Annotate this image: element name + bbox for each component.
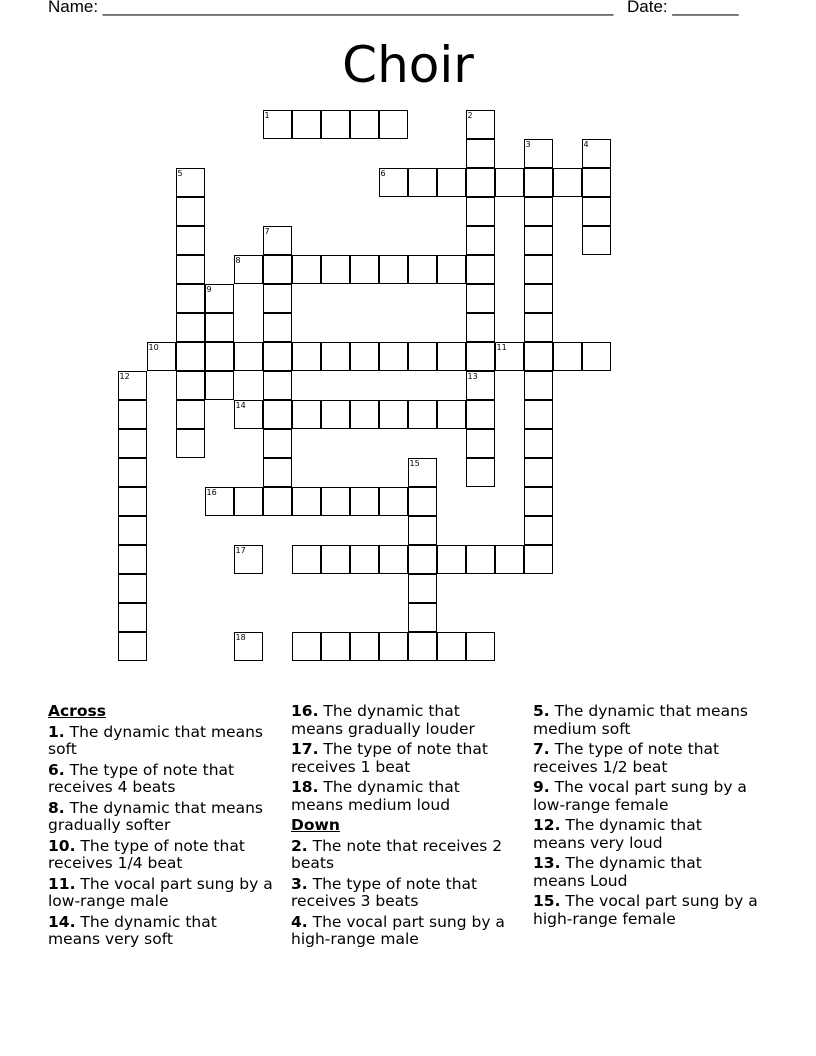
clue-number: 5 xyxy=(177,169,183,178)
grid-cell[interactable] xyxy=(466,342,495,371)
down-clue xyxy=(533,741,758,776)
grid-cell[interactable] xyxy=(234,255,263,284)
grid-cell[interactable] xyxy=(524,342,553,371)
grid-cell[interactable] xyxy=(582,226,611,255)
grid-cell[interactable] xyxy=(495,545,524,574)
grid-cell[interactable] xyxy=(408,255,437,284)
grid-cell[interactable] xyxy=(437,545,466,574)
clue-number: 3 xyxy=(525,140,531,149)
clue-num: 6. xyxy=(48,760,65,779)
grid-cell[interactable] xyxy=(176,284,205,313)
grid-cell[interactable] xyxy=(408,458,437,487)
grid-cell[interactable] xyxy=(234,342,263,371)
across-clue xyxy=(48,762,273,797)
across-clue xyxy=(291,741,516,776)
grid-cell[interactable] xyxy=(176,371,205,400)
grid-cell[interactable] xyxy=(466,429,495,458)
grid-cell[interactable] xyxy=(263,110,292,139)
grid-cell[interactable] xyxy=(524,429,553,458)
grid-cell[interactable] xyxy=(466,400,495,429)
down-clue xyxy=(533,893,758,928)
down-clue xyxy=(533,817,758,852)
grid-cell[interactable] xyxy=(350,545,379,574)
down-clue xyxy=(533,855,758,890)
grid-cell[interactable] xyxy=(176,226,205,255)
grid-cell[interactable] xyxy=(524,371,553,400)
clue-number: 9 xyxy=(206,285,212,294)
clue-number: 2 xyxy=(467,111,473,120)
grid-cell[interactable] xyxy=(466,632,495,661)
grid-cell[interactable] xyxy=(176,197,205,226)
clue-text: The type of note that receives 3 beats xyxy=(291,874,478,910)
grid-cell[interactable] xyxy=(263,400,292,429)
clue-number: 1 xyxy=(264,111,270,120)
grid-cell[interactable] xyxy=(437,400,466,429)
grid-cell[interactable] xyxy=(321,487,350,516)
grid-cell[interactable] xyxy=(321,255,350,284)
clue-text: The dynamic that means medium loud xyxy=(291,778,460,814)
grid-cell[interactable] xyxy=(466,284,495,313)
grid-cell[interactable] xyxy=(524,487,553,516)
grid-cell[interactable] xyxy=(118,603,147,632)
clues-column-3 xyxy=(533,700,758,931)
clue-num: 15. xyxy=(533,892,561,910)
grid-cell[interactable] xyxy=(118,516,147,545)
grid-cell[interactable] xyxy=(234,545,263,574)
grid-cell[interactable] xyxy=(350,400,379,429)
grid-cell[interactable] xyxy=(553,168,582,197)
grid-cell[interactable] xyxy=(408,603,437,632)
down-heading: Down xyxy=(291,816,340,834)
grid-cell[interactable] xyxy=(437,632,466,661)
clue-num: 8. xyxy=(48,798,65,817)
grid-cell[interactable] xyxy=(408,342,437,371)
grid-cell[interactable] xyxy=(379,342,408,371)
clue-number: 18 xyxy=(235,633,246,642)
grid-cell[interactable] xyxy=(524,313,553,342)
clue-text: The dynamic that means very loud xyxy=(533,816,702,852)
clue-text: The vocal part sung by a low-range male xyxy=(48,874,273,910)
grid-cell[interactable] xyxy=(495,342,524,371)
date-label: Date: xyxy=(627,0,673,16)
grid-cell[interactable] xyxy=(234,632,263,661)
grid-cell[interactable] xyxy=(176,342,205,371)
grid-cell[interactable] xyxy=(524,255,553,284)
across-clue xyxy=(48,800,273,835)
across-clue xyxy=(48,838,273,873)
name-label: Name: xyxy=(48,0,103,16)
grid-cell[interactable] xyxy=(379,110,408,139)
clues-column-1 xyxy=(48,700,273,952)
grid-cell[interactable] xyxy=(321,110,350,139)
puzzle-title: Choir xyxy=(342,36,474,94)
grid-cell[interactable] xyxy=(379,545,408,574)
clue-num: 2. xyxy=(291,836,308,855)
across-clue xyxy=(48,914,273,949)
grid-cell[interactable] xyxy=(118,545,147,574)
clue-num: 5. xyxy=(533,702,550,720)
clue-num: 1. xyxy=(48,722,65,741)
grid-cell[interactable] xyxy=(466,168,495,197)
grid-cell[interactable] xyxy=(118,632,147,661)
clue-number: 16 xyxy=(206,488,217,497)
grid-cell[interactable] xyxy=(437,168,466,197)
clue-text: The dynamic that means gradually softer xyxy=(48,798,263,834)
clue-number: 4 xyxy=(583,140,589,149)
clue-number: 8 xyxy=(235,256,241,265)
grid-cell[interactable] xyxy=(379,255,408,284)
grid-cell[interactable] xyxy=(292,255,321,284)
grid-cell[interactable] xyxy=(524,197,553,226)
grid-cell[interactable] xyxy=(582,342,611,371)
grid-cell[interactable] xyxy=(263,226,292,255)
grid-cell[interactable] xyxy=(466,226,495,255)
grid-cell[interactable] xyxy=(350,110,379,139)
grid-cell[interactable] xyxy=(205,342,234,371)
grid-cell[interactable] xyxy=(379,168,408,197)
grid-cell[interactable] xyxy=(292,632,321,661)
grid-cell[interactable] xyxy=(321,545,350,574)
grid-cell[interactable] xyxy=(205,313,234,342)
grid-cell[interactable] xyxy=(466,545,495,574)
clue-number: 14 xyxy=(235,401,246,410)
across-clue xyxy=(291,779,516,814)
clue-num: 17. xyxy=(291,740,319,758)
grid-cell[interactable] xyxy=(292,487,321,516)
grid-cell[interactable] xyxy=(263,284,292,313)
clue-num: 10. xyxy=(48,836,76,855)
grid-cell[interactable] xyxy=(350,632,379,661)
grid-cell[interactable] xyxy=(408,545,437,574)
clue-text: The type of note that receives 1/4 beat xyxy=(48,836,245,872)
down-clue xyxy=(291,838,516,873)
name-blank[interactable]: ______________________________________________________ xyxy=(102,0,614,16)
clue-num: 7. xyxy=(533,740,550,758)
grid-cell[interactable] xyxy=(176,400,205,429)
grid-cell[interactable] xyxy=(176,255,205,284)
clue-number: 6 xyxy=(380,169,386,178)
clue-num: 3. xyxy=(291,874,308,893)
grid-cell[interactable] xyxy=(408,400,437,429)
grid-cell[interactable] xyxy=(263,342,292,371)
grid-cell[interactable] xyxy=(466,139,495,168)
clue-number: 10 xyxy=(148,343,159,352)
grid-cell[interactable] xyxy=(321,400,350,429)
grid-cell[interactable] xyxy=(379,400,408,429)
clue-text: The type of note that receives 4 beats xyxy=(48,760,235,796)
clue-number: 11 xyxy=(496,343,507,352)
grid-cell[interactable] xyxy=(118,400,147,429)
grid-cell[interactable] xyxy=(524,545,553,574)
clue-num: 4. xyxy=(291,912,308,931)
grid-cell[interactable] xyxy=(263,313,292,342)
grid-cell[interactable] xyxy=(321,632,350,661)
grid-cell[interactable] xyxy=(466,313,495,342)
date-blank[interactable]: _______ xyxy=(672,0,739,16)
clue-text: The dynamic that means very soft xyxy=(48,912,217,948)
grid-cell[interactable] xyxy=(466,458,495,487)
grid-cell[interactable] xyxy=(350,255,379,284)
clue-text: The dynamic that means medium soft xyxy=(533,702,748,738)
clue-text: The vocal part sung by a high-range male xyxy=(291,912,505,948)
down-clue xyxy=(533,779,758,814)
grid-cell[interactable] xyxy=(524,516,553,545)
grid-cell[interactable] xyxy=(118,487,147,516)
clue-num: 13. xyxy=(533,854,561,872)
grid-cell[interactable] xyxy=(292,342,321,371)
grid-cell[interactable] xyxy=(408,632,437,661)
clues-column-2 xyxy=(291,700,516,952)
clue-text: The dynamic that means Loud xyxy=(533,854,702,890)
down-clue xyxy=(533,703,758,738)
grid-cell[interactable] xyxy=(292,110,321,139)
clue-number: 12 xyxy=(119,372,130,381)
grid-cell[interactable] xyxy=(553,342,582,371)
grid-cell[interactable] xyxy=(205,487,234,516)
clue-text: The dynamic that means soft xyxy=(48,722,263,758)
grid-cell[interactable] xyxy=(205,371,234,400)
grid-cell[interactable] xyxy=(408,168,437,197)
grid-cell[interactable] xyxy=(408,574,437,603)
clue-num: 18. xyxy=(291,778,319,796)
grid-cell[interactable] xyxy=(147,342,176,371)
across-clue xyxy=(48,724,273,759)
grid-cell[interactable] xyxy=(118,371,147,400)
clue-number: 13 xyxy=(467,372,478,381)
clue-num: 14. xyxy=(48,912,76,931)
clue-text: The note that receives 2 beats xyxy=(291,836,503,872)
grid-cell[interactable] xyxy=(263,458,292,487)
grid-cell[interactable] xyxy=(350,487,379,516)
clue-text: The vocal part sung by a high-range female xyxy=(533,892,758,928)
grid-cell[interactable] xyxy=(524,284,553,313)
clue-text: The vocal part sung by a low-range female xyxy=(533,778,747,814)
grid-cell[interactable] xyxy=(466,110,495,139)
clue-number: 17 xyxy=(235,546,246,555)
grid-cell[interactable] xyxy=(263,487,292,516)
grid-cell[interactable] xyxy=(379,632,408,661)
clue-text: The type of note that receives 1 beat xyxy=(291,740,488,776)
grid-cell[interactable] xyxy=(176,168,205,197)
clue-number: 7 xyxy=(264,227,270,236)
grid-cell[interactable] xyxy=(350,342,379,371)
grid-cell[interactable] xyxy=(466,197,495,226)
across-heading: Across xyxy=(48,702,106,720)
clue-num: 12. xyxy=(533,816,561,834)
across-clue xyxy=(291,703,516,738)
grid-cell[interactable] xyxy=(379,487,408,516)
grid-cell[interactable] xyxy=(292,400,321,429)
grid-cell[interactable] xyxy=(495,168,524,197)
grid-cell[interactable] xyxy=(118,574,147,603)
grid-cell[interactable] xyxy=(466,255,495,284)
grid-cell[interactable] xyxy=(118,458,147,487)
grid-cell[interactable] xyxy=(118,429,147,458)
clue-num: 11. xyxy=(48,874,76,893)
grid-cell[interactable] xyxy=(292,545,321,574)
grid-cell[interactable] xyxy=(524,139,553,168)
grid-cell[interactable] xyxy=(408,487,437,516)
grid-cell[interactable] xyxy=(205,284,234,313)
grid-cell[interactable] xyxy=(582,197,611,226)
grid-cell[interactable] xyxy=(263,429,292,458)
grid-cell[interactable] xyxy=(437,342,466,371)
grid-cell[interactable] xyxy=(321,342,350,371)
grid-cell[interactable] xyxy=(408,516,437,545)
down-clue xyxy=(291,876,516,911)
grid-cell[interactable] xyxy=(524,168,553,197)
grid-cell[interactable] xyxy=(263,371,292,400)
grid-cell[interactable] xyxy=(524,458,553,487)
grid-cell[interactable] xyxy=(176,313,205,342)
grid-cell[interactable] xyxy=(582,168,611,197)
grid-cell[interactable] xyxy=(582,139,611,168)
grid-cell[interactable] xyxy=(234,487,263,516)
clue-text: The dynamic that means gradually louder xyxy=(291,702,475,738)
clue-text: The type of note that receives 1/2 beat xyxy=(533,740,720,776)
grid-cell[interactable] xyxy=(524,400,553,429)
grid-cell[interactable] xyxy=(524,226,553,255)
clue-num: 9. xyxy=(533,778,550,796)
down-clue xyxy=(291,914,516,949)
grid-cell[interactable] xyxy=(466,371,495,400)
grid-cell[interactable] xyxy=(437,255,466,284)
clue-num: 16. xyxy=(291,702,319,720)
clue-number: 15 xyxy=(409,459,420,468)
across-clue xyxy=(48,876,273,911)
grid-cell[interactable] xyxy=(176,429,205,458)
grid-cell[interactable] xyxy=(263,255,292,284)
grid-cell[interactable] xyxy=(234,400,263,429)
